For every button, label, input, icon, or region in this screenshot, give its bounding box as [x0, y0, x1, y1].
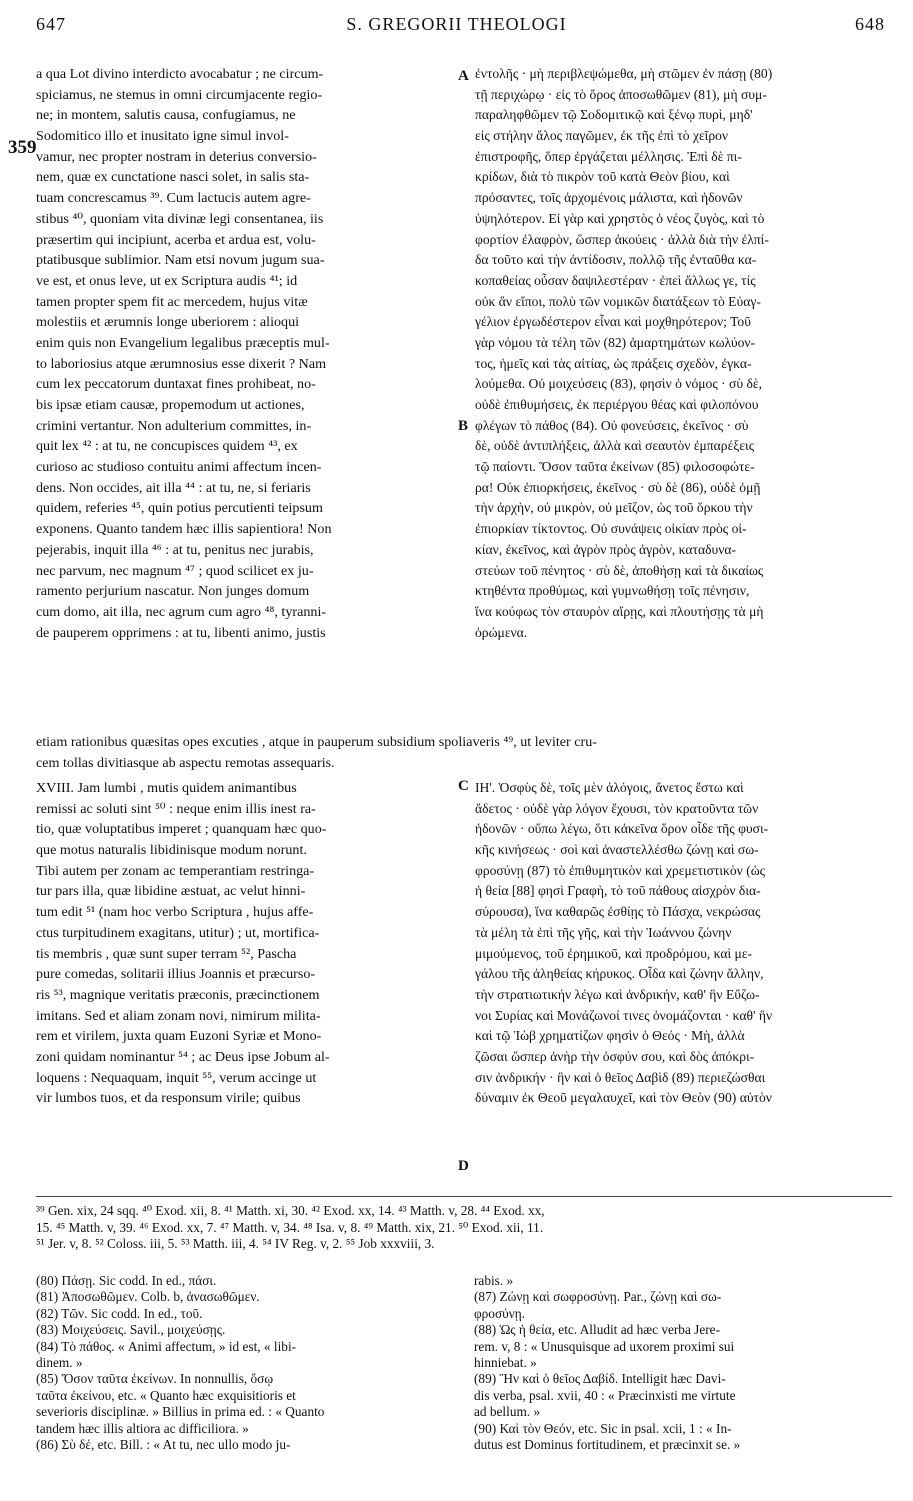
margin-marker-a: A: [458, 68, 469, 84]
note-line: ad bellum. »: [474, 1404, 541, 1420]
text-line: οὐκ ἂν εἴποι, πολὺ τῶν νομικῶν διατάξεων τὸ Εὐαγ-: [475, 293, 761, 309]
text-line: οὐδὲ ἐπιθυμήσεις, ἐκ περιέργου θέας καὶ φιλοπόνου: [475, 397, 759, 412]
text-line: τος, ἡμεῖς καὶ τὰς αἰτίας, ὡς πράξεις σχεδὸν, ἐγκα-: [475, 355, 752, 371]
note-line: φροσύνῃ.: [474, 1305, 525, 1321]
note-line: ταῦτα ἐκείνου, etc. « Quanto hæc exquisitioris et: [36, 1387, 296, 1403]
note-line: (84) Τὸ πάθος. « Animi affectum, » id est, « libi-: [36, 1338, 297, 1354]
text-line: zoni quidam nominantur ⁵⁴ ; ac Deus ipse Jobum al-: [36, 1048, 330, 1065]
text-line: σύρουσα), ἵνα καθαρῶς ἐσθίῃς τὸ Πάσχα, νεκρώσας: [475, 904, 761, 920]
text-line: λούμεθα. Οὐ μοιχεύσεις (83), φησὶν ὁ νόμος · σὺ δὲ,: [475, 376, 763, 392]
text-line: quit lex ⁴² : at tu, ne concupisces quidem ⁴³, ex: [36, 438, 298, 455]
text-line: vamur, nec propter nostram in deterius conversio-: [36, 148, 317, 165]
text-line: κρίδων, διὰ τὸ πικρὸν τοῦ κατὰ Θεὸν βίου, καὶ: [475, 169, 730, 185]
text-line: stibus ⁴⁰, quoniam vita divinæ legi consentanea, iis: [36, 210, 324, 227]
text-line: Tibi autem per zonam ac temperantiam restringa-: [36, 862, 315, 879]
note-line: (83) Μοιχεύσεις. Savil., μοιχεύσῃς.: [36, 1322, 226, 1338]
text-line: rem et virilem, juxta quam Euzoni Syriæ et Mono-: [36, 1028, 322, 1045]
text-line: γάλου τῆς ἀληθείας κήρυκος. Οἶδα καὶ ζώνην ἄλλην,: [475, 966, 764, 982]
text-line: tum edit ⁵¹ (nam hoc verbo Scriptura , hujus affe-: [36, 904, 314, 921]
text-line: δὲ, οὐδὲ ἀντιπλήξεις, ἀλλὰ καὶ σεαυτὸν ἐμπαρέξεις: [475, 438, 755, 454]
latin-bridge-text: [36, 732, 892, 773]
text-line: ἐπιστροφῆς, ὅπερ ἐργάζεται μέλλησις. Ἐπὶ δὲ πι-: [475, 148, 742, 164]
text-line: dens. Non occides, ait illa ⁴⁴ : at tu, ne, si feriaris: [36, 479, 311, 496]
text-line: a qua Lot divino interdicto avocabatur ; ne circum-: [36, 66, 324, 82]
text-line: spiciamus, ne stemus in omni circumjacente regio-: [36, 86, 323, 103]
text-line: ζῶσαι ὥσπερ ἀνὴρ τὴν ὀσφύν σου, καὶ δὸς ἀπόκρι-: [475, 1048, 755, 1064]
margin-marker-c: C: [458, 778, 469, 794]
text-line: φροσύνῃ (87) τὸ ἐπιθυμητικὸν καὶ χρεμετιστικὸν (ὡς: [475, 862, 766, 878]
footnote-divider: [36, 1196, 892, 1197]
text-line: κτηθέντα προθύμως, καὶ γυμνωθήσῃ τοῖς πένησιν,: [475, 583, 750, 599]
text-line: pure comedas, solitarii illius Joannis et præcurso-: [36, 966, 316, 983]
greek-column-lower: [475, 778, 887, 1109]
text-line: ris ⁵³, magnique veritatis præconis, præcinctionem: [36, 986, 320, 1003]
text-line: imitans. Sed et aliam zonam novi, nimirum milita-: [36, 1007, 321, 1024]
text-line: εἰς στήλην ἅλος παγῶμεν, ἐκ τῆς ἐπὶ τὸ χεῖρον: [475, 128, 729, 144]
text-line: δα τοῦτο καὶ τὴν ἀντίδοσιν, πολλῷ τῆς ἐνταῦθα κα-: [475, 252, 757, 268]
note-line: severioris disciplinæ. » Billius in prima ed. : « Quanto: [36, 1404, 325, 1420]
text-line: γὰρ νόμου τὰ τέλη τῶν (82) ἁμαρτημάτων κωλύον-: [475, 334, 756, 350]
text-line: ἐπιορκίαν τίκτοντος. Οὐ συνάψεις οἰκίαν πρὸς οἰ-: [475, 521, 747, 537]
text-line: παραληφθῶμεν τῷ Σοδομιτικῷ καὶ ξένῳ πυρὶ, μηδ': [475, 107, 753, 123]
text-line: πρόσαντες, τοῖς ἀρχομένοις μάλιστα, καὶ ἡδονῶν: [475, 190, 743, 206]
text-line: δύναμιν ἐκ Θεοῦ μεγαλαυχεῖ, καὶ τὸν Θεὸν (90) αὐτὸν: [475, 1090, 772, 1106]
text-line: to laboriosius atque ærumnosius esse dixerit ? Nam: [36, 355, 327, 372]
text-line: στεύων τοῦ πένητος · σὺ δὲ, ἀποθήσῃ καὶ τὰ δικαίως: [475, 562, 764, 578]
note-line: rem. v, 8 : « Unusquisque ad uxorem proximi sui: [474, 1338, 735, 1354]
text-line: κίαν, ἐκεῖνος, καὶ ἀγρὸν πρὸς ἀγρὸν, καταδυνα-: [475, 541, 737, 557]
note-line: (81) Ἀποσωθῶμεν. Colb. b, ἀνασωθῶμεν.: [36, 1289, 260, 1305]
text-line: ἐντολῆς · μὴ περιβλεψώμεθα, μὴ στῶμεν ἐν πάσῃ (80): [475, 66, 773, 81]
text-line: ὑψηλότερον. Εἰ γὰρ καὶ χρηστὸς ὁ νέος ζυγὸς, καὶ τὸ: [475, 210, 765, 226]
text-line: vir lumbos tuos, et da responsum virile; quibus: [36, 1090, 301, 1107]
text-line: quidem, referies ⁴⁵, quin potius percutienti teipsum: [36, 500, 323, 517]
note-line: dinem. »: [36, 1354, 83, 1370]
reference-line: ⁵¹ Jer. v, 8. ⁵² Coloss. iii, 5. ⁵³ Matth. iii, 4. ⁵⁴ IV Reg. v, 2. ⁵⁵ Job xxxviii, 3.: [36, 1236, 435, 1251]
text-line: φλέγων τὸ πάθος (84). Οὐ φονεύσεις, ἐκεῖνος · σὺ: [475, 417, 749, 433]
latin-column-lower: [36, 778, 448, 1109]
text-line: remissi ac soluti sint ⁵⁰ : neque enim illis inest ra-: [36, 800, 316, 817]
page-number-right: 648: [855, 14, 885, 34]
text-line: cum lex peccatorum duntaxat fines prohibeat, no-: [36, 376, 316, 393]
text-line: cem tollas divitiasque ab aspectu remotas assequaris.: [36, 754, 335, 771]
running-title: S. GREGORII THEOLOGI: [346, 14, 567, 34]
text-line: tio, quæ voluptatibus imperet ; quanquam hæc quo-: [36, 821, 327, 838]
margin-marker-b: B: [458, 418, 469, 434]
text-line: ramento perjurium nascatur. Non junges domum: [36, 583, 310, 600]
scripture-references: [36, 1203, 892, 1253]
text-line: ptatibusque sublimior. Nam etsi novum jugum sua-: [36, 252, 325, 269]
text-line: καὶ τῷ Ἰὼβ χρηματίζων φησὶν ὁ Θεός · Μὴ, ἀλλὰ: [475, 1028, 745, 1044]
text-line: que motus naturalis libidinisque modum norunt.: [36, 842, 307, 859]
text-line: crimini vertantur. Non adulterium committes, in-: [36, 417, 312, 434]
text-line: τῇ περιχώρῳ · εἰς τὸ ὄρος ἀποσωθῶμεν (81), μὴ συμ-: [475, 86, 767, 102]
greek-column-upper: [475, 64, 887, 643]
column-number: 359: [8, 137, 37, 158]
text-line: ρα! Οὐκ ἐπιορκήσεις, ἐκεῖνος · σὺ δὲ (86), οὐδὲ ὀμῇ: [475, 479, 761, 495]
note-line: rabis. »: [474, 1273, 514, 1288]
text-line: ve est, et onus leve, ut ex Scriptura audis ⁴¹; id: [36, 272, 298, 289]
note-line: (88) Ὡς ἡ θεία, etc. Alludit ad hæc verba Jere-: [474, 1322, 721, 1338]
text-line: XVIII. Jam lumbi , mutis quidem animantibus: [36, 780, 297, 796]
note-line: hinniebat. »: [474, 1354, 537, 1370]
text-line: tis membris , quæ sunt super terram ⁵², Pascha: [36, 945, 297, 962]
note-line: (85) Ὅσον ταῦτα ἐκείνων. In nonnullis, ὅσῳ: [36, 1371, 274, 1387]
notes-left-column: [36, 1273, 454, 1453]
page-number-left: 647: [36, 14, 66, 34]
text-line: ἡδονῶν · οὔπω λέγω, ὅτι κἀκεῖνα ὅρον οἶδε τῆς φυσι-: [475, 821, 769, 837]
text-line: nec parvum, nec magnum ⁴⁷ ; quod scilicet ex ju-: [36, 562, 314, 579]
text-line: κοπαθείας οὖσαν δαψιλεστέραν · ἐπεὶ ἄλλως γε, τίς: [475, 272, 756, 288]
text-line: ἄδετος · οὐδὲ γὰρ λόγον ἔχουσι, τὸν κρατοῦντα τῶν: [475, 800, 759, 816]
note-line: (87) Ζώνῃ καὶ σωφροσύνῃ. Par., ζώνῃ καὶ σω-: [474, 1289, 722, 1305]
note-line: dutus est Dominus fortitudinem, et præcinxit se. »: [474, 1436, 741, 1452]
text-line: enim quis non Evangelium legalibus præceptis mul-: [36, 334, 330, 351]
latin-column-upper: [36, 64, 448, 643]
text-line: ἵνα κούφως τὸν σταυρὸν αἴρῃς, καὶ πλουτήσῃς τὰ μὴ: [475, 603, 764, 619]
text-line: τὰ μέλη τὰ ἐπὶ τῆς γῆς, καὶ τὴν Ἰωάννου ζώνην: [475, 924, 732, 940]
text-line: tamen propter spem fit ac mercedem, hujus vitæ: [36, 293, 308, 310]
text-line: τὴν στρατιωτικήν λέγω καὶ ἀνδρικήν, καθ' ἣν Εὔζω-: [475, 986, 760, 1002]
note-line: dis verba, psal. xvii, 40 : « Præcinxisti me virtute: [474, 1387, 736, 1403]
text-line: bis ipsæ etiam causæ, propemodum ut actiones,: [36, 397, 305, 413]
text-line: exponens. Quanto tandem hæc illis sapientiora! Non: [36, 521, 332, 538]
text-line: τὴν ἀρχὴν, οὐ μικρὸν, οὐ μεῖζον, ὡς τοῦ ὅρκου τὴν: [475, 500, 753, 516]
text-line: ne; in montem, salutis causa, confugiamus, ne: [36, 107, 296, 124]
text-line: Sodomitico illo et inusitato igne simul invol-: [36, 128, 289, 145]
text-line: molestiis et ærumnis longe uberiorem : alioqui: [36, 314, 300, 331]
margin-marker-d: D: [458, 1158, 469, 1174]
note-line: tandem hæc illis altiora ac difficiliora. »: [36, 1420, 249, 1436]
text-line: loquens : Nequaquam, inquit ⁵⁵, verum accinge ut: [36, 1069, 317, 1086]
text-line: præsertim qui incipiunt, acerba et ardua est, volu-: [36, 231, 316, 248]
text-line: ὁρώμενα.: [475, 624, 528, 640]
text-line: tur pars illa, quæ libidine æstuat, ac velut hinni-: [36, 883, 306, 900]
text-line: σιν ἀνδρικήν · ἣν καὶ ὁ θεῖος Δαβὶδ (89) περιεζώσθαι: [475, 1069, 766, 1085]
reference-line: 15. ⁴⁵ Matth. v, 39. ⁴⁶ Exod. xx, 7. ⁴⁷ Matth. v, 34. ⁴⁸ Isa. v, 8. ⁴⁹ Matth. xix, 21. ⁵⁰ Exod. xii, 11.: [36, 1219, 544, 1235]
text-line: γέλιον ἐργωδέστερον εἶναι καὶ μοχθηρότερον; Τοῦ: [475, 314, 751, 330]
text-line: tuam concrescamus ³⁹. Cum lactucis autem agre-: [36, 190, 311, 207]
text-line: τῷ παίοντι. Ὅσον ταῦτα ἐκείνων (85) φιλοσοφώτε-: [475, 459, 755, 475]
text-line: ctus turpitudinem exagitans, utitur) ; ut, mortifica-: [36, 924, 320, 941]
text-line: etiam rationibus quæsitas opes excuties , atque in pauperum subsidium spoliaveris ⁴⁹, ut leviter cru-: [36, 734, 597, 750]
text-line: φορτίον ἐλαφρὸν, ὥσπερ ἀκούεις · ἀλλὰ διὰ τὴν ἐλπί-: [475, 231, 769, 247]
text-line: curioso ac studioso contuitu animi affectum incen-: [36, 459, 322, 476]
text-line: ΙΗ'. Ὀσφὺς δὲ, τοῖς μὲν ἀλόγοις, ἄνετος ἔστω καὶ: [475, 780, 744, 795]
text-line: de pauperem opprimens : at tu, libenti animo, justis: [36, 624, 326, 641]
note-line: (86) Σὺ δέ, etc. Bill. : « At tu, nec ullo modo ju-: [36, 1436, 291, 1452]
note-line: (90) Καὶ τὸν Θεόν, etc. Sic in psal. xcii, 1 : « In-: [474, 1420, 732, 1436]
text-line: νοι Συρίας καὶ Μονάζωνοί τινες ὀνομάζονται · καθ' ἣν: [475, 1007, 773, 1023]
text-line: ἡ θεία [88] φησὶ Γραφὴ, τὸ τοῦ πάθους αἰσχρὸν δια-: [475, 883, 761, 899]
text-line: nem, quæ ex cunctatione nasci solet, in salis sta-: [36, 169, 310, 186]
text-line: μιμούμενος, τοῦ ἐρημικοῦ, καὶ προδρόμου, καὶ με-: [475, 945, 753, 961]
text-line: cum domo, ait illa, nec agrum cum agro ⁴⁸, tyranni-: [36, 603, 327, 620]
note-line: (80) Πάσῃ. Sic codd. In ed., πάσι.: [36, 1273, 217, 1288]
notes-right-column: [474, 1273, 892, 1453]
text-line: κῆς κινήσεως · σοὶ καὶ ἀναστελλέσθω ζώνῃ καὶ σω-: [475, 842, 759, 858]
note-line: (82) Τῶν. Sic codd. In ed., τοῦ.: [36, 1305, 203, 1321]
reference-line: ³⁹ Gen. xix, 24 sqq. ⁴⁰ Exod. xii, 8. ⁴¹ Matth. xi, 30. ⁴² Exod. xx, 14. ⁴³ Matth. v, 28. ⁴⁴ Exod. xx,: [36, 1203, 545, 1218]
text-line: pejerabis, inquit illa ⁴⁶ : at tu, penitus nec jurabis,: [36, 541, 314, 558]
note-line: (89) Ἣν καὶ ὁ θεῖος Δαβίδ. Intelligit hæc Davi-: [474, 1371, 726, 1387]
